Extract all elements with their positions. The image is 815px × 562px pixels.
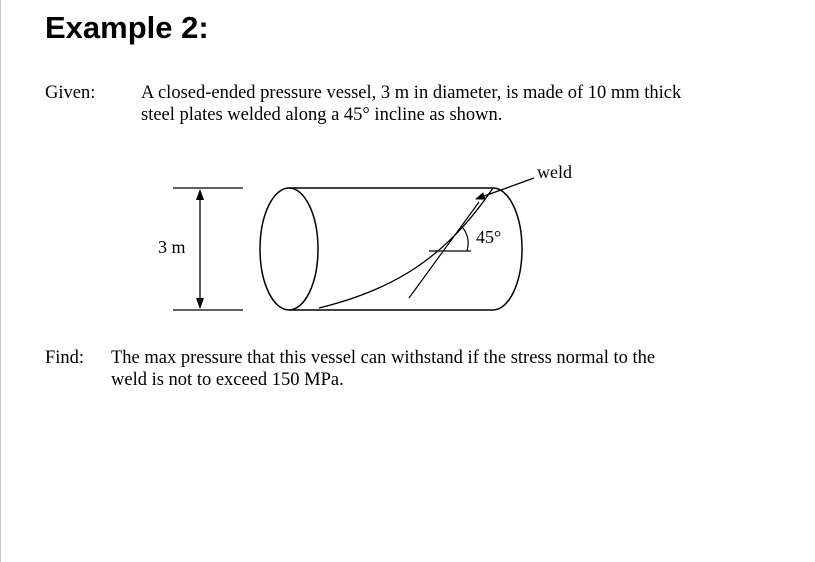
given-line-2: steel plates welded along a 45° incline as shown. (141, 105, 503, 125)
angle-indicator (409, 202, 479, 298)
example-title: Example 2: (45, 10, 209, 45)
find-text (111, 347, 771, 391)
angle-arc (461, 226, 468, 251)
diameter-label: 3 m (158, 237, 186, 257)
weld-seam (319, 188, 493, 308)
given-label: Given: (45, 83, 96, 103)
find-label: Find: (45, 348, 85, 368)
pressure-vessel-diagram (1, 0, 815, 562)
weld-label: weld (537, 162, 572, 182)
given-line-1: A closed-ended pressure vessel, 3 m in diameter, is made of 10 mm thick (141, 83, 682, 103)
inclined-reference-line (409, 202, 479, 298)
cylinder-front-end (260, 188, 318, 310)
dimension-arrow-down (196, 298, 204, 309)
find-line-1: The max pressure that this vessel can withstand if the stress normal to the (111, 348, 656, 368)
find-line-2: weld is not to exceed 150 MPa. (111, 370, 344, 390)
dimension-arrow-up (196, 189, 204, 200)
cylinder-back-end (493, 188, 522, 310)
angle-label: 45° (476, 227, 502, 247)
cylinder (260, 188, 522, 310)
